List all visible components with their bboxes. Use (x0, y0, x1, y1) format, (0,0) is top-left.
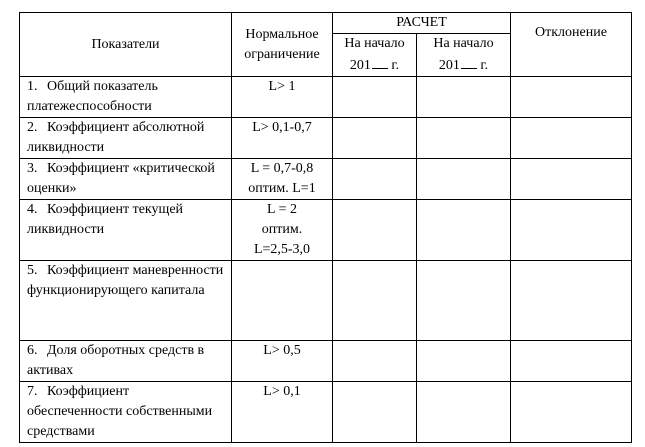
norm-value: L = 0,7-0,8 (250, 161, 314, 176)
header-calc (333, 13, 511, 34)
calc-period-2-cell[interactable] (417, 77, 511, 118)
year-blank-line (372, 54, 388, 69)
indicator-name: Общий показатель платежеспособности (27, 79, 158, 114)
norm-cell (232, 159, 333, 200)
table-row (20, 118, 632, 159)
norm-cell (232, 382, 333, 443)
calc-period-1-cell[interactable] (333, 382, 417, 443)
indicator-name: Коэффициент маневренности функционирующего капитала (27, 263, 224, 298)
indicator-number: 6. (27, 343, 38, 358)
deviation-cell[interactable] (511, 261, 632, 341)
norm-cell (232, 261, 333, 341)
header-indicators-label: Показатели (91, 36, 160, 52)
indicator-name: Коэффициент «критической оценки» (27, 161, 215, 196)
header-period-2-line2 (421, 54, 506, 76)
norm-value: L = 2 (267, 202, 297, 217)
header-period-1 (333, 34, 417, 77)
header-row-top (20, 13, 632, 34)
norm-value: L=2,5-3,0 (253, 242, 311, 257)
norm-value: оптим. (261, 222, 303, 237)
indicator-cell (20, 200, 232, 261)
indicator-cell (20, 261, 232, 341)
norm-value: L> 0,1 (263, 384, 301, 399)
table-row (20, 261, 632, 341)
norm-value: L> 0,1-0,7 (252, 120, 312, 135)
header-period-2-year: 201 (438, 58, 460, 73)
header-period-1-line2 (337, 54, 412, 76)
indicator-number: 7. (27, 384, 38, 399)
calc-period-2-cell[interactable] (417, 118, 511, 159)
header-norm (232, 13, 333, 77)
table-row (20, 159, 632, 200)
indicator-number: 2. (27, 120, 38, 135)
norm-value: оптим. L=1 (248, 181, 316, 196)
year-blank-line (461, 54, 477, 69)
table-row (20, 77, 632, 118)
indicator-cell (20, 118, 232, 159)
calc-period-2-cell[interactable] (417, 200, 511, 261)
header-period-2-line1: На начало (433, 36, 494, 51)
deviation-cell[interactable] (511, 118, 632, 159)
calc-period-1-cell[interactable] (333, 200, 417, 261)
indicator-cell (20, 159, 232, 200)
table-row (20, 382, 632, 443)
deviation-cell[interactable] (511, 159, 632, 200)
deviation-cell[interactable] (511, 341, 632, 382)
norm-cell (232, 200, 333, 261)
indicator-number: 3. (27, 161, 38, 176)
table-row (20, 200, 632, 261)
indicator-number: 1. (27, 79, 38, 94)
deviation-cell[interactable] (511, 200, 632, 261)
indicator-name: Коэффициент обеспеченности собственными средствами (27, 384, 213, 439)
header-period-2-suffix: г. (476, 58, 489, 73)
calc-period-2-cell[interactable] (417, 341, 511, 382)
calc-period-2-cell[interactable] (417, 159, 511, 200)
indicator-name: Доля оборотных средств в активах (27, 343, 205, 378)
indicator-number: 5. (27, 263, 38, 278)
calc-period-1-cell[interactable] (333, 341, 417, 382)
norm-cell (232, 77, 333, 118)
header-indicators (20, 13, 232, 77)
calc-period-1-cell[interactable] (333, 261, 417, 341)
norm-cell (232, 118, 333, 159)
calc-period-2-cell[interactable] (417, 261, 511, 341)
header-calc-label: РАСЧЕТ (396, 15, 447, 30)
norm-value: L> 0,5 (263, 343, 301, 358)
table-row (20, 341, 632, 382)
indicator-name: Коэффициент абсолютной ликвидности (27, 120, 205, 155)
header-deviation-label: Отклонение (535, 25, 607, 40)
calc-period-1-cell[interactable] (333, 77, 417, 118)
header-period-1-year: 201 (349, 58, 371, 73)
calc-period-1-cell[interactable] (333, 118, 417, 159)
header-norm-line2: ограничение (244, 46, 320, 62)
header-period-1-suffix: г. (387, 58, 400, 73)
header-period-2 (417, 34, 511, 77)
header-norm-line1: Нормальное (245, 26, 319, 42)
calc-period-2-cell[interactable] (417, 382, 511, 443)
indicator-cell (20, 77, 232, 118)
header-deviation (511, 13, 632, 77)
deviation-cell[interactable] (511, 77, 632, 118)
indicator-cell (20, 382, 232, 443)
calc-period-1-cell[interactable] (333, 159, 417, 200)
indicators-table-wrapper (19, 12, 632, 443)
indicator-cell (20, 341, 232, 382)
deviation-cell[interactable] (511, 382, 632, 443)
norm-cell (232, 341, 333, 382)
header-period-1-line1: На начало (344, 36, 405, 51)
solvency-indicators-table (19, 12, 632, 443)
indicator-name: Коэффициент текущей ликвидности (27, 202, 184, 237)
norm-value: L> 1 (268, 79, 296, 94)
indicator-number: 4. (27, 202, 38, 217)
